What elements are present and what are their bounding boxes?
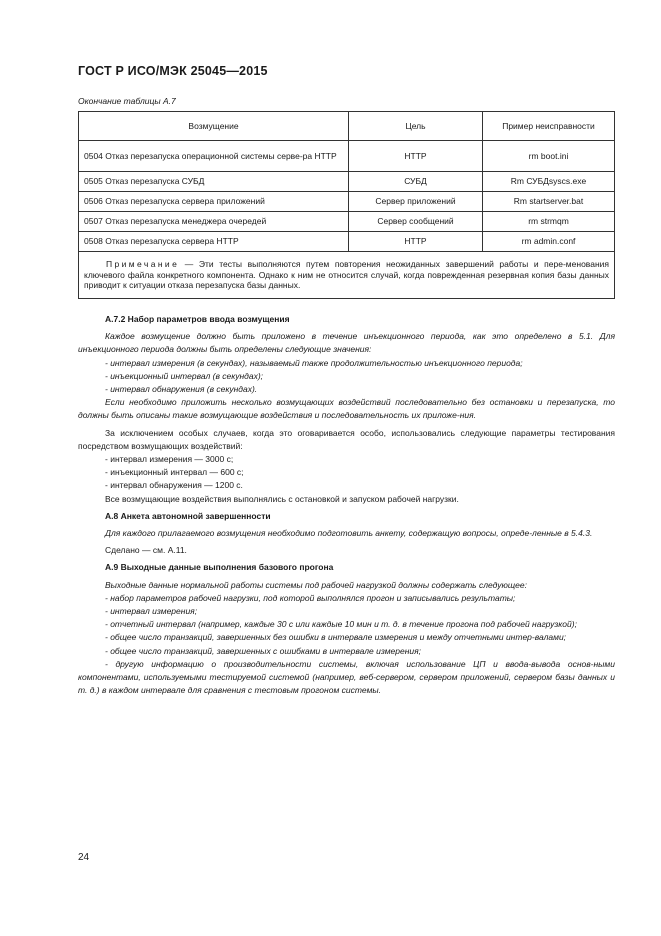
table-cell: 0504 Отказ перезапуска операционной системы серве-ра HTTP: [79, 141, 349, 172]
paragraph: Если необходимо приложить несколько возмущающих воздействий последовательно без остановки и перезапуска, то должны быть описаны такие возмущающие воздействия и последовательность их приложе-ния.: [78, 397, 615, 421]
disturbance-table: [78, 111, 615, 299]
table-row: [79, 141, 615, 172]
list-item: - инъекционный интервал — 600 с;: [105, 467, 244, 478]
list-item: - общее число транзакций, завершенных без ошибки в интервале измерения и между отчетными интер-валами;: [105, 632, 567, 643]
column-header: Пример неисправности: [483, 112, 615, 141]
list-item: - инъекционный интервал (в секундах);: [105, 370, 264, 381]
table-cell: rm admin.conf: [483, 232, 615, 252]
table-row: [79, 172, 615, 192]
list-item: - интервал измерения;: [105, 606, 198, 617]
table-cell: HTTP: [349, 232, 483, 252]
note-text: — Эти тесты выполняются путем повторения неожиданных завершений работы и пере-менования ключевого файла конкретного компонента. Однако к ним не относится случай, когда поврежденная резервная копия базы данных приводит к ситуации отказа перезапуска базы данных.: [84, 259, 609, 291]
list-item: - интервал обнаружения — 1200 с.: [105, 480, 243, 491]
list-item: - общее число транзакций, завершенных с ошибками в интервале измерения;: [105, 645, 422, 656]
table-header-row: [79, 112, 615, 141]
list-item: - интервал измерения (в секундах), называемый также продолжительностью инъекционного периода;: [105, 357, 523, 368]
paragraph: Все возмущающие воздействия выполнялись с остановкой и запуском рабочей нагрузки.: [105, 493, 459, 504]
table-note: [79, 252, 615, 299]
paragraph: Выходные данные нормальной работы системы под рабочей нагрузкой должны содержать следующее:: [105, 579, 527, 590]
section-heading-a9: А.9 Выходные данные выполнения базового прогона: [105, 562, 334, 573]
list-item: - набор параметров рабочей нагрузки, под которой выполнялся прогон и записывались результаты;: [105, 592, 516, 603]
paragraph: За исключением особых случаев, когда это оговаривается особо, использовались следующие параметры тестирования посредством возмущающих воздействий:: [78, 427, 615, 451]
table-cell: Rm startserver.bat: [483, 192, 615, 212]
paragraph: Для каждого прилагаемого возмущения необходимо подготовить анкету, содержащую вопросы, опреде-ленные в 5.4.3.: [105, 528, 593, 539]
page-number: 24: [78, 852, 90, 863]
column-header: Возмущение: [79, 112, 349, 141]
table-cell: HTTP: [349, 141, 483, 172]
page-body: [78, 313, 615, 697]
paragraph: Каждое возмущение должно быть приложено в течение инъекционного периода, как это определено в 5.1. Для инъекционного периода должны быть определены следующие значения:: [78, 331, 615, 355]
table-cell: rm strmqm: [483, 212, 615, 232]
list-item: - интервал обнаружения (в секундах).: [105, 384, 258, 395]
table-cell: 0507 Отказ перезапуска менеджера очередей: [79, 212, 349, 232]
paragraph: Сделано — см. А.11.: [105, 545, 187, 556]
table-cell: Rm СУБДsyscs.exe: [483, 172, 615, 192]
section-heading-a72: А.7.2 Набор параметров ввода возмущения: [105, 314, 290, 324]
note-label: Примечание: [106, 259, 180, 270]
column-header: Цель: [349, 112, 483, 141]
section-heading-a8: А.8 Анкета автономной завершенности: [105, 510, 271, 521]
table-row: [79, 212, 615, 232]
list-item: - отчетный интервал (например, каждые 30 с или каждые 10 мин и т. д. в течение прогона под рабочей нагрузкой);: [105, 619, 577, 630]
table-cell: СУБД: [349, 172, 483, 192]
table-cell: Сервер сообщений: [349, 212, 483, 232]
list-item: - интервал измерения — 3000 с;: [105, 454, 234, 465]
table-cell: rm boot.ini: [483, 141, 615, 172]
list-item: - другую информацию о производительности системы, включая использование ЦП и ввода-вывода основ-ными компонентами, используемыми тестируемой системой (например, веб-сервером, сервером приложений, сервером базы данных и т. д.) в каждом интервале для сравнения с тестовым прогоном системы.: [78, 658, 615, 696]
table-cell: Сервер приложений: [349, 192, 483, 212]
table-row: [79, 192, 615, 212]
table-caption: Окончание таблицы А.7: [78, 96, 176, 106]
table-row: [79, 232, 615, 252]
table-cell: 0505 Отказ перезапуска СУБД: [79, 172, 349, 192]
table-cell: 0508 Отказ перезапуска сервера HTTP: [79, 232, 349, 252]
table-note-row: [79, 252, 615, 299]
document-header: ГОСТ Р ИСО/МЭК 25045—2015: [78, 64, 268, 78]
table-cell: 0506 Отказ перезапуска сервера приложений: [79, 192, 349, 212]
